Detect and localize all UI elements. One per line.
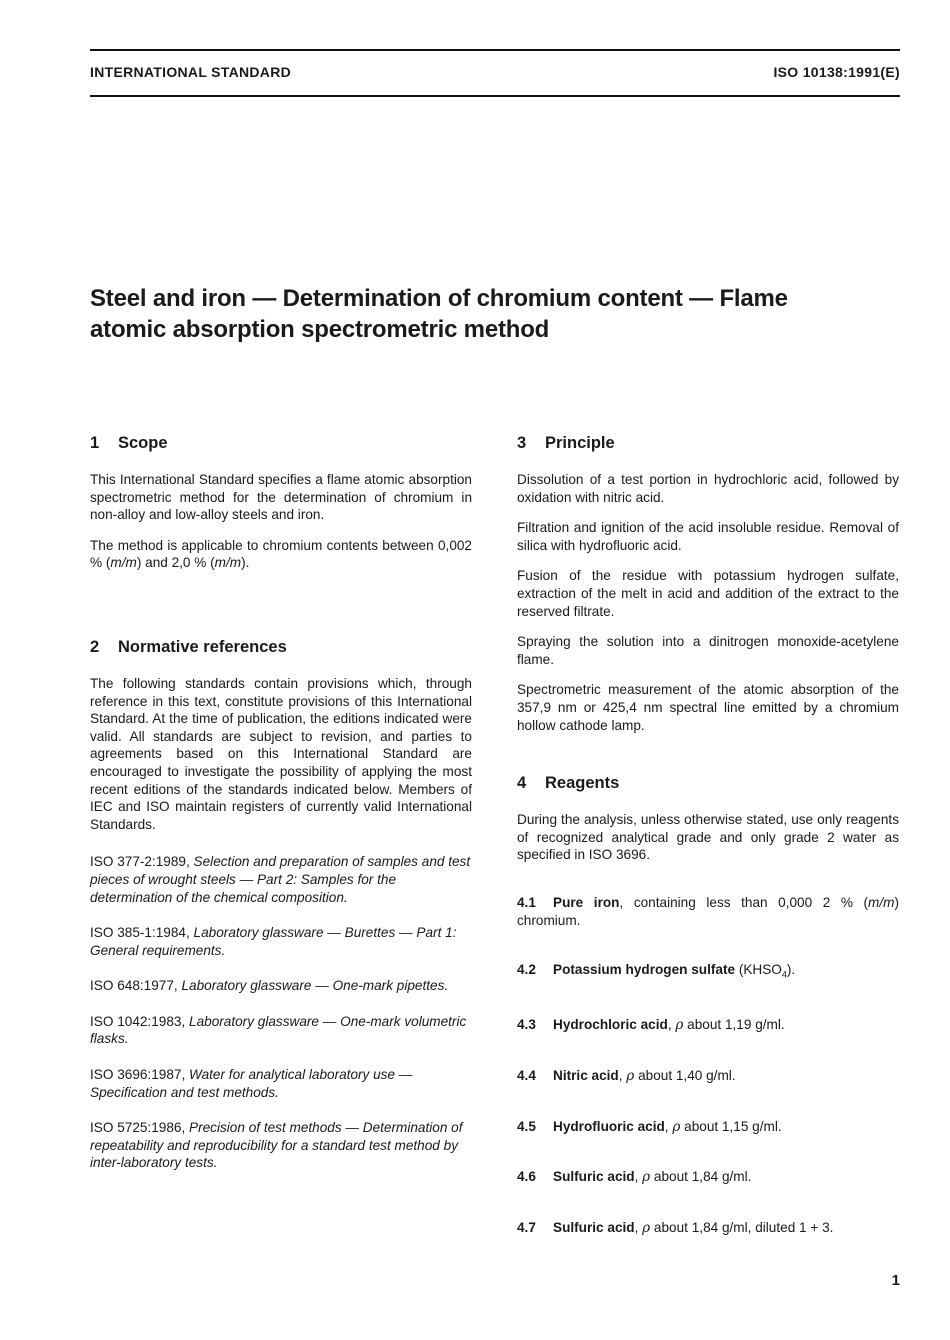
title-line-1: Steel and iron — Determination of chromium content — Flame xyxy=(90,285,788,312)
principle-paragraph-1: Dissolution of a test portion in hydrochloric acid, followed by oxidation with nitric acid. xyxy=(517,472,899,505)
reagent-4-1: 4.1 Pure iron, containing less than 0,000 2 % (m/m) chromium. xyxy=(517,894,900,928)
header-bottom-rule xyxy=(90,95,900,97)
principle-paragraph-2: Filtration and ignition of the acid insoluble residue. Removal of silica with hydrofluoric acid. xyxy=(517,520,899,553)
reference-iso-648: ISO 648:1977, Laboratory glassware — One-mark pipettes. xyxy=(90,978,449,994)
title-line-2: atomic absorption spectrometric method xyxy=(90,316,550,343)
reagent-4-4: 4.4 Nitric acid, ρ about 1,40 g/ml. xyxy=(517,1068,736,1084)
principle-paragraph-5: Spectrometric measurement of the atomic absorption of the 357,9 nm or 425,4 nm spectral line emitted by a chromium hollow cathode lamp. xyxy=(517,682,899,733)
reference-iso-3696: ISO 3696:1987, Water for analytical laboratory use — Specification and test methods. xyxy=(90,1067,413,1100)
section-heading-scope: 1 Scope xyxy=(90,434,168,452)
page-number: 1 xyxy=(891,1272,900,1289)
section-heading-reagents: 4 Reagents xyxy=(517,774,620,793)
reagent-4-2: 4.2 Potassium hydrogen sulfate $(KHSO_4)$. xyxy=(517,962,796,980)
header-standard-type: INTERNATIONAL STANDARD xyxy=(90,64,292,80)
section-heading-principle: 3 Principle xyxy=(517,434,615,452)
normative-paragraph: The following standards contain provisions which, through reference in this text, constitute provisions of this International Standard. At the time of publication, the editions indicated were valid. All standards are subject to revision, and parties to agreements based on this International Standard are encouraged to investigate the possibility of applying the most recent editions of the standards indicated below. Members of IEC and ISO maintain registers of currently valid International Standards. xyxy=(90,675,472,832)
reagents-intro: During the analysis, unless otherwise stated, use only reagents of recognized analytical grade and only grade 2 water as specified in ISO 3696. xyxy=(517,812,899,863)
principle-paragraph-3: Fusion of the residue with potassium hydrogen sulfate, extraction of the melt in acid and addition of the extract to the reserved filtrate. xyxy=(517,568,899,619)
section-heading-normative-references: 2 Normative references xyxy=(90,637,287,656)
scope-paragraph-1: This International Standard specifies a flame atomic absorption spectrometric method for the determination of chromium in non-alloy and low-alloy steels and iron. xyxy=(90,472,472,523)
reference-iso-1042: ISO 1042:1983, Laboratory glassware — One-mark volumetric flasks. xyxy=(90,1013,467,1047)
header-standard-number: ISO 10138:1991(E) xyxy=(773,64,900,80)
scope-paragraph-2: The method is applicable to chromium contents between 0,002 % (m/m) and 2,0 % (m/m). xyxy=(90,537,472,571)
reagent-4-7: 4.7 Sulfuric acid, ρ about 1,84 g/ml, diluted 1 + 3. xyxy=(517,1219,834,1236)
reference-iso-377-2: ISO 377-2:1989, Selection and preparation of samples and test pieces of wrought steels — Part 2: Samples for the determination of the chemical composition. xyxy=(90,854,471,905)
left-column xyxy=(90,432,472,1172)
right-column xyxy=(517,432,899,1237)
reference-iso-5725: ISO 5725:1986, Precision of test methods — Determination of repeatability and reproducibility for a standard test method by inter-laboratory tests. xyxy=(90,1120,463,1171)
reagent-4-6: 4.6 Sulfuric acid, ρ about 1,84 g/ml. xyxy=(517,1169,752,1186)
header-top-rule xyxy=(90,49,900,51)
reagent-4-3: 4.3 Hydrochloric acid, ρ about 1,19 g/ml. xyxy=(517,1017,785,1034)
reference-iso-385-1: ISO 385-1:1984, Laboratory glassware — Burettes — Part 1: General requirements. xyxy=(90,925,457,958)
document-title xyxy=(90,283,890,345)
reagent-4-5: 4.5 Hydrofluoric acid, ρ about 1,15 g/ml. xyxy=(517,1118,782,1135)
principle-paragraph-4: Spraying the solution into a dinitrogen monoxide-acetylene flame. xyxy=(517,634,899,667)
